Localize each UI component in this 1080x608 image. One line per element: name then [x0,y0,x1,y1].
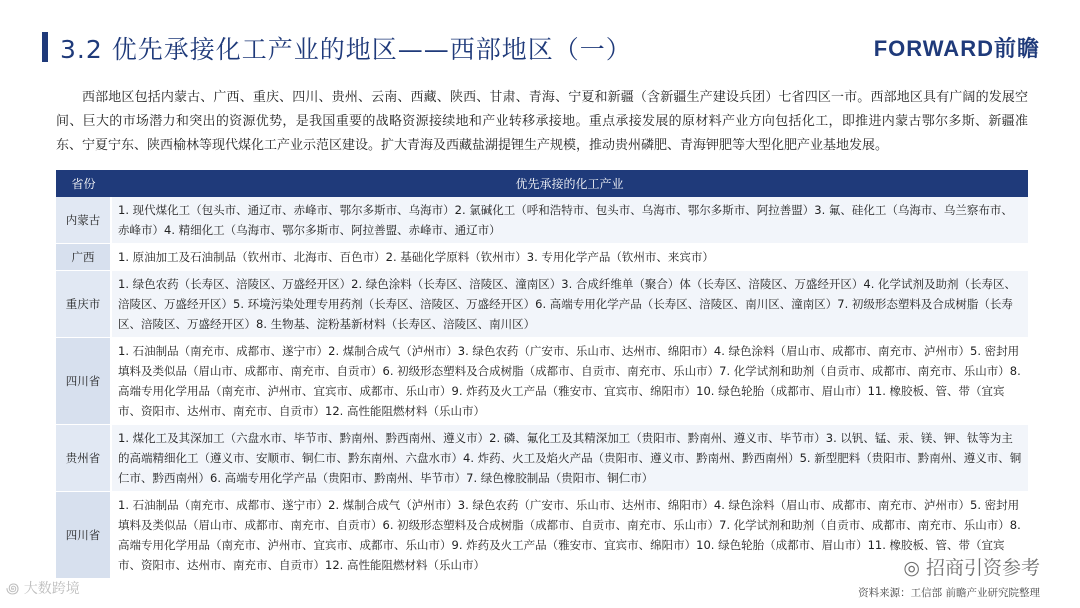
industry-cell: 1. 石油制品（南充市、成都市、遂宁市）2. 煤制合成气（泸州市）3. 绿色农药（广安市、乐山市、达州市、绵阳市）4. 绿色涂料（眉山市、成都市、南充市、泸州市）5. 密封用填料及类似品（眉山市、成都市、南充市、自贡市）6. 初级形态塑料及合成树脂（成都市、自贡市、南充市、乐山市）7. 化学试剂和助剂（自贡市、成都市、南充市、乐山市）8. 高端专用化学用品（南充市、泸州市、宜宾市、成都市、乐山市）9. 炸药及火工产品（雅安市、宜宾市、绵阳市）10. 绿色轮胎（成都市、眉山市）11. 橡胶板、管、带（宜宾市、资阳市、达州市、南充市、自贡市）12. 高性能阻燃材料（乐山市） [111,338,1028,425]
source-note: 资料来源：工信部 前瞻产业研究院整理 [858,587,1040,599]
industry-cell: 1. 绿色农药（长寿区、涪陵区、万盛经开区）2. 绿色涂料（长寿区、涪陵区、潼南区）3. 合成纤维单（聚合）体（长寿区、涪陵区、万盛经开区）4. 化学试剂及助剂（长寿区、涪陵区、万盛经开区）5. 环境污染处理专用药剂（长寿区、涪陵区、万盛经开区）6. 高端专用化学产品（长寿区、涪陵区、南川区、潼南区）7. 初级形态塑料及合成树脂（长寿区、涪陵区、万盛经开区）8. 生物基、淀粉基新材料（长寿区、涪陵区、南川区） [111,271,1028,338]
logo-en: FORWARD [873,36,994,61]
watermark-left [6,577,80,598]
page-title: 3.2 优先承接化工产业的地区——西部地区（一） [60,35,632,64]
industry-table [56,170,1028,579]
industry-cell: 1. 煤化工及其深加工（六盘水市、毕节市、黔南州、黔西南州、遵义市）2. 磷、氟化工及其精深加工（贵阳市、黔南州、遵义市、毕节市）3. 以钒、锰、汞、镁、钾、钛等为主的高端精细化工（遵义市、安顺市、铜仁市、黔东南州、六盘水市）4. 炸药、火工及焰火产品（贵阳市、遵义市、黔南州、黔西南州）5. 新型肥料（贵阳市、黔南州、遵义市、铜仁市、黔西南州）6. 高端专用化学产品（贵阳市、黔南州、毕节市）7. 绿色橡胶制品（贵阳市、铜仁市） [111,425,1028,492]
header-province: 省份 [56,170,111,197]
industry-cell: 1. 石油制品（南充市、成都市、遂宁市）2. 煤制合成气（泸州市）3. 绿色农药（广安市、乐山市、达州市、绵阳市）4. 绿色涂料（眉山市、成都市、南充市、泸州市）5. 密封用填料及类似品（眉山市、成都市、南充市、自贡市）6. 初级形态塑料及合成树脂（成都市、自贡市、南充市、乐山市）7. 化学试剂和助剂（自贡市、成都市、南充市、乐山市）8. 高端专用化学用品（南充市、泸州市、宜宾市、成都市、乐山市）9. 炸药及火工产品（雅安市、宜宾市、绵阳市）10. 绿色轮胎（成都市、眉山市）11. 橡胶板、管、带（宜宾市、资阳市、达州市、南充市、自贡市）12. 高性能阻燃材料（乐山市） [111,492,1028,579]
intro-paragraph [56,86,1028,158]
dashujj-logo-icon: ꩜ [6,581,24,597]
table-row [56,492,1028,579]
table-row [56,425,1028,492]
title-accent-bar [42,32,48,62]
province-cell: 广西 [56,244,111,271]
logo-cn: 前瞻 [993,36,1040,61]
wechat-icon: ◎ [903,557,926,579]
province-cell: 贵州省 [56,425,111,492]
table-row [56,271,1028,338]
watermark-right [903,553,1040,580]
province-cell: 四川省 [56,492,111,579]
province-cell: 内蒙古 [56,197,111,244]
table-header-row [56,170,1028,197]
brand-logo [874,32,1040,63]
watermark-right-text: 招商引资参考 [925,557,1040,579]
province-cell: 四川省 [56,338,111,425]
industry-cell: 1. 现代煤化工（包头市、通辽市、赤峰市、鄂尔多斯市、乌海市）2. 氯碱化工（呼和浩特市、包头市、乌海市、鄂尔多斯市、阿拉善盟）3. 氟、硅化工（乌海市、乌兰察布市、赤峰市）4. 精细化工（乌海市、鄂尔多斯市、阿拉善盟、赤峰市、通辽市） [111,197,1028,244]
industry-cell: 1. 原油加工及石油制品（钦州市、北海市、百色市）2. 基础化学原料（钦州市）3. 专用化学产品（钦州市、来宾市） [111,244,1028,271]
header-industry: 优先承接的化工产业 [111,170,1028,197]
table-row [56,338,1028,425]
table-row [56,244,1028,271]
watermark-left-text: 大数跨境 [23,581,80,597]
province-cell: 重庆市 [56,271,111,338]
intro-text: 西部地区包括内蒙古、广西、重庆、四川、贵州、云南、西藏、陕西、甘肃、青海、宁夏和新疆（含新疆生产建设兵团）七省四区一市。西部地区具有广阔的发展空间、巨大的市场潜力和突出的资源优势，是我国重要的战略资源接续地和产业转移承接地。重点承接发展的原材料产业方向包括化工，即推进内蒙古鄂尔多斯、新疆准东、宁夏宁东、陕西榆林等现代煤化工产业示范区建设。扩大青海及西藏盐湖提锂生产规模，推动贵州磷肥、青海钾肥等大型化肥产业基地发展。 [56,90,1028,153]
table-row [56,197,1028,244]
